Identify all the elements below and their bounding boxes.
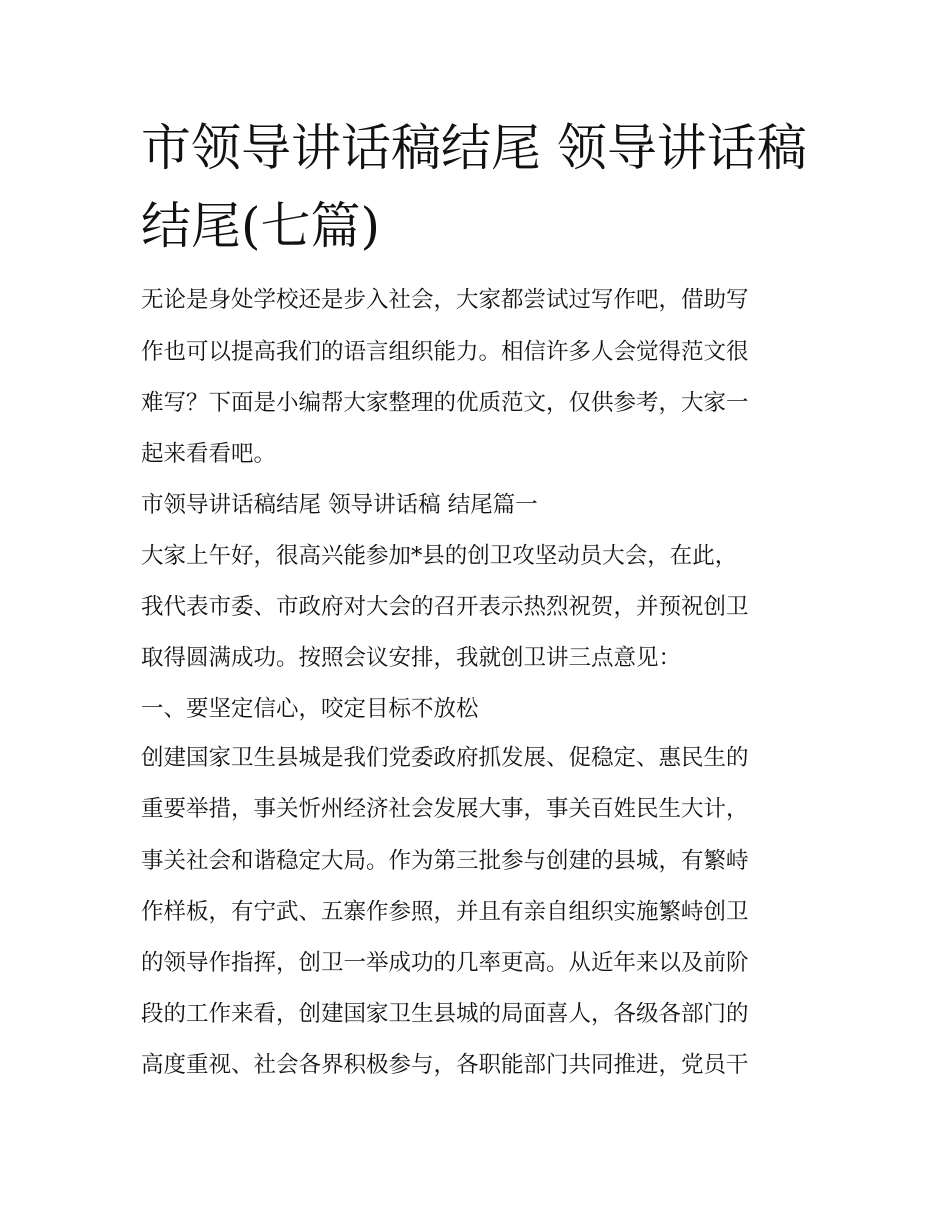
- speech-paragraph-line: 创建国家卫生县城是我们党委政府抓发展、促稳定、惠民生的: [141, 745, 749, 771]
- speech-paragraph-line: 大家上午好，很高兴能参加*县的创卫攻坚动员大会，在此，: [141, 543, 738, 569]
- speech-paragraph-line: 我代表市委、市政府对大会的召开表示热烈祝贺，并预祝创卫: [141, 594, 749, 620]
- speech-paragraph-line: 段的工作来看，创建国家卫生县城的局面喜人，各级各部门的: [141, 1001, 749, 1027]
- section-heading: 市领导讲话稿结尾 领导讲话稿 结尾篇一: [141, 492, 538, 518]
- intro-paragraph-line: 无论是身处学校还是步入社会，大家都尝试过写作吧，借助写: [141, 287, 749, 313]
- speech-paragraph-line: 重要举措，事关忻州经济社会发展大事，事关百姓民生大计，: [141, 796, 749, 822]
- speech-paragraph-line: 取得圆满成功。按照会议安排，我就创卫讲三点意见：: [141, 645, 682, 671]
- intro-paragraph-line: 作也可以提高我们的语言组织能力。相信许多人会觉得范文很: [141, 339, 749, 365]
- speech-paragraph-line: 的领导作指挥，创卫一举成功的几率更高。从近年来以及前阶: [141, 950, 749, 976]
- intro-paragraph-line: 起来看看吧。: [141, 441, 277, 467]
- intro-paragraph-line: 难写？下面是小编帮大家整理的优质范文，仅供参考，大家一: [141, 390, 749, 416]
- speech-paragraph-line: 高度重视、社会各界积极参与，各职能部门共同推进，党员干: [141, 1052, 749, 1078]
- document-title-line-1: 市领导讲话稿结尾 领导讲话稿: [141, 119, 807, 177]
- document-title-line-2: 结尾(七篇): [141, 197, 381, 255]
- point-heading: 一、要坚定信心，咬定目标不放松: [141, 696, 479, 722]
- speech-paragraph-line: 作样板，有宁武、五寨作参照，并且有亲自组织实施繁峙创卫: [141, 899, 749, 925]
- speech-paragraph-line: 事关社会和谐稳定大局。作为第三批参与创建的县城，有繁峙: [141, 848, 749, 874]
